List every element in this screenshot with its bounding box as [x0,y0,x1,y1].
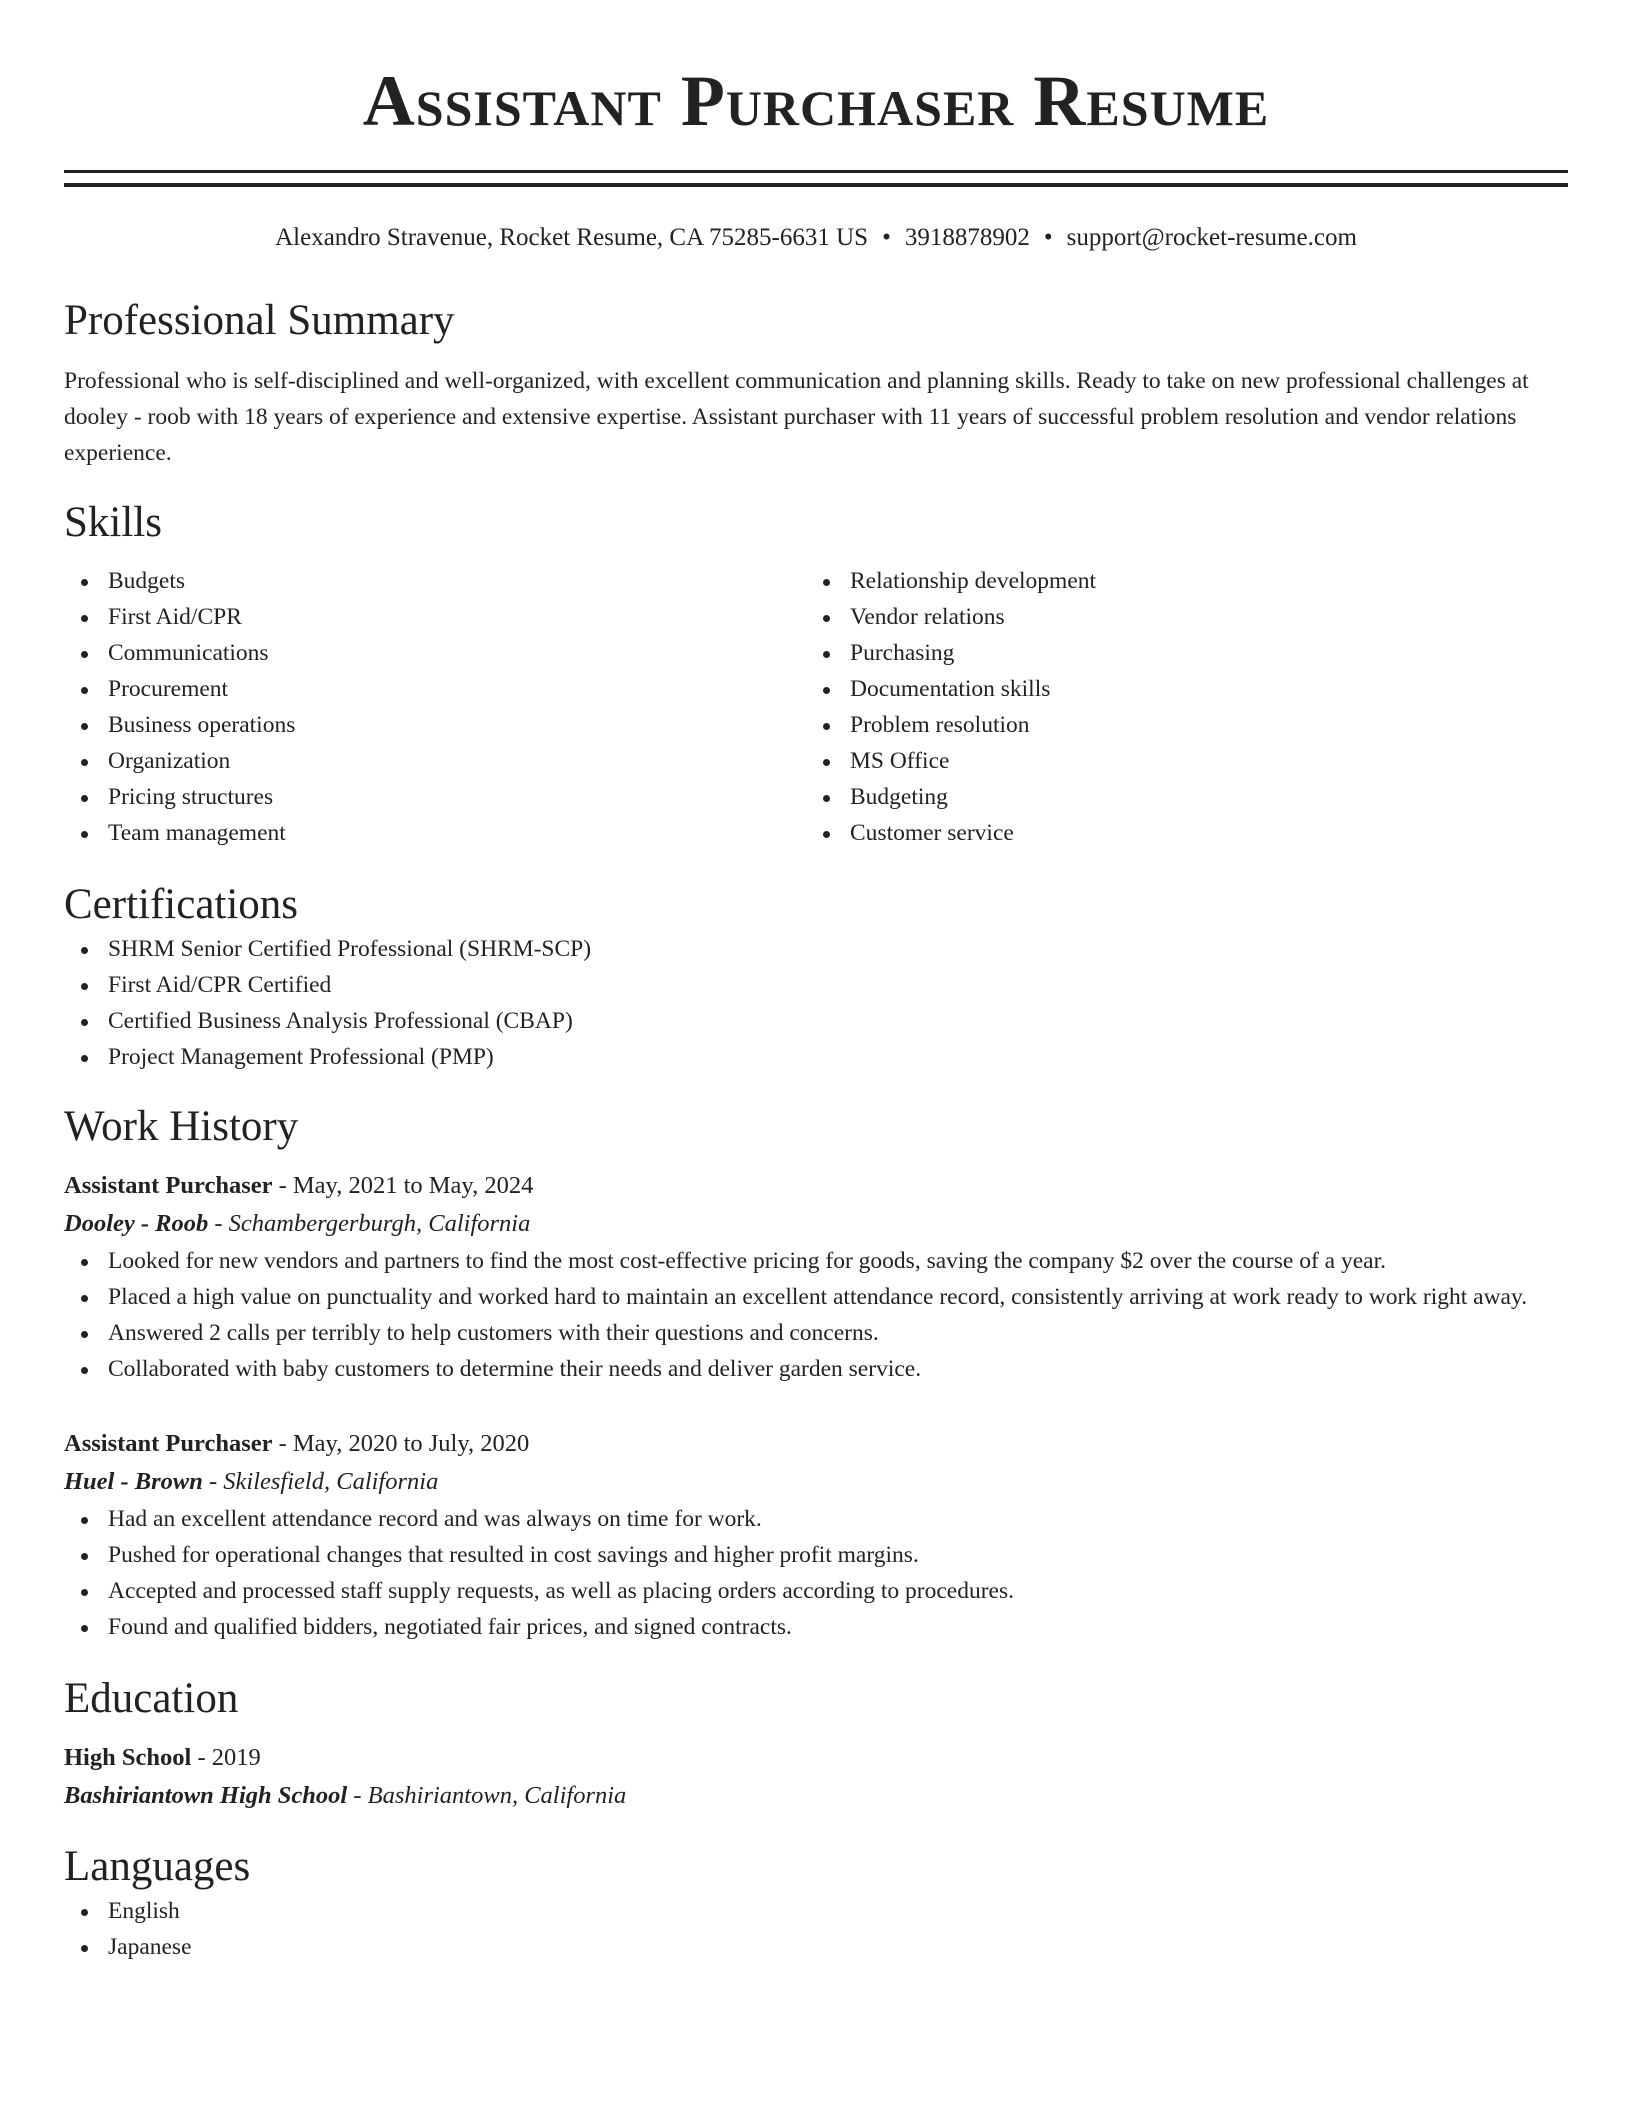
certification-item: SHRM Senior Certified Professional (SHRM-SCP) [64,931,1568,967]
job-location: - Schambergerburgh, California [208,1210,531,1237]
resume-title: Assistant Purchaser Resume [362,61,1270,141]
language-item: Japanese [64,1929,1568,1965]
skills-section [64,497,1568,851]
certification-item: Certified Business Analysis Professional (CBAP) [64,1003,1568,1039]
job-duty: Placed a high value on punctuality and worked hard to maintain an excellent attendance record, consistently arriving at work ready to work right away. [64,1279,1568,1315]
job-title: Assistant Purchaser [64,1430,273,1457]
contact-address: Alexandro Stravenue, Rocket Resume, CA 75285-6631 US [275,224,869,251]
education-header [64,1739,1568,1777]
summary-text: Professional who is self-disciplined and well-organized, with excellent communication and planning skills. Ready to take on new professional challenges at dooley - roob with 18 years of experience and extensive expertise. Assistant purchaser with 11 years of successful problem resolution and vendor relations experience. [64,368,1529,466]
job-employer [64,1463,1568,1501]
job-duty: Answered 2 calls per terribly to help customers with their questions and concerns. [64,1315,1568,1351]
skill-item: Business operations [64,707,806,743]
job-dates: - May, 2021 to May, 2024 [272,1172,534,1199]
skill-item: First Aid/CPR [64,599,806,635]
job-duty: Accepted and processed staff supply requests, as well as placing orders according to procedures. [64,1573,1568,1609]
skill-item: Budgets [64,563,806,599]
education-school: Bashiriantown High School [64,1782,348,1809]
contact-separator: • [882,224,891,251]
job-duty: Found and qualified bidders, negotiated fair prices, and signed contracts. [64,1609,1568,1645]
language-item: English [64,1893,1568,1929]
contact-phone: 3918878902 [904,224,1030,251]
education-section [64,1673,1568,1815]
title-divider [64,170,1568,187]
skill-item: Purchasing [806,635,1548,671]
skills-heading: Skills [64,499,162,546]
skill-item: Pricing structures [64,779,806,815]
contact-separator: • [1043,224,1053,251]
skill-item: Documentation skills [806,671,1548,707]
skill-item: Vendor relations [806,599,1548,635]
job-duties-list [64,1243,1568,1387]
certifications-heading: Certifications [64,881,299,928]
work-history-section [64,1101,1568,1645]
skill-item: Customer service [806,815,1548,851]
skill-item: Relationship development [806,563,1548,599]
contact-email: support@rocket-resume.com [1066,224,1357,251]
languages-section [64,1841,1568,1965]
summary-heading: Professional Summary [64,297,455,344]
summary-section [64,295,1568,471]
job-employer [64,1205,1568,1243]
skills-list-left [64,563,806,851]
education-entry [64,1739,1568,1815]
skill-item: Communications [64,635,806,671]
job-dates: - May, 2020 to July, 2020 [272,1430,530,1457]
certifications-list [64,931,1568,1075]
job-duties-list [64,1501,1568,1645]
job-duty: Had an excellent attendance record and was always on time for work. [64,1501,1568,1537]
skill-item: Procurement [64,671,806,707]
skill-item: Organization [64,743,806,779]
contact-line [64,221,1568,255]
skill-item: Problem resolution [806,707,1548,743]
education-heading: Education [64,1675,239,1722]
skills-list-right [806,563,1548,851]
job-header [64,1425,1568,1463]
job-location: - Skilesfield, California [202,1468,439,1495]
skill-item: Team management [64,815,806,851]
job-company: Huel - Brown [64,1468,203,1495]
job-entry [64,1425,1568,1645]
education-year: - 2019 [191,1744,261,1771]
job-entry [64,1167,1568,1387]
education-degree: High School [64,1744,192,1771]
job-header [64,1167,1568,1205]
certification-item: Project Management Professional (PMP) [64,1039,1568,1075]
skills-columns [64,563,1568,851]
certifications-section [64,879,1568,1075]
languages-heading: Languages [64,1843,251,1890]
skill-item: Budgeting [806,779,1548,815]
education-location: - Bashiriantown, California [347,1782,627,1809]
job-duty: Collaborated with baby customers to determine their needs and deliver garden service. [64,1351,1568,1387]
certification-item: First Aid/CPR Certified [64,967,1568,1003]
job-company: Dooley - Roob [64,1210,209,1237]
languages-list [64,1893,1568,1965]
work-history-heading: Work History [64,1103,299,1150]
skill-item: MS Office [806,743,1548,779]
job-duty: Pushed for operational changes that resulted in cost savings and higher profit margins. [64,1537,1568,1573]
job-duty: Looked for new vendors and partners to find the most cost-effective pricing for goods, saving the company $2 over the course of a year. [64,1243,1568,1279]
job-title: Assistant Purchaser [64,1172,273,1199]
education-school-line [64,1777,1568,1815]
